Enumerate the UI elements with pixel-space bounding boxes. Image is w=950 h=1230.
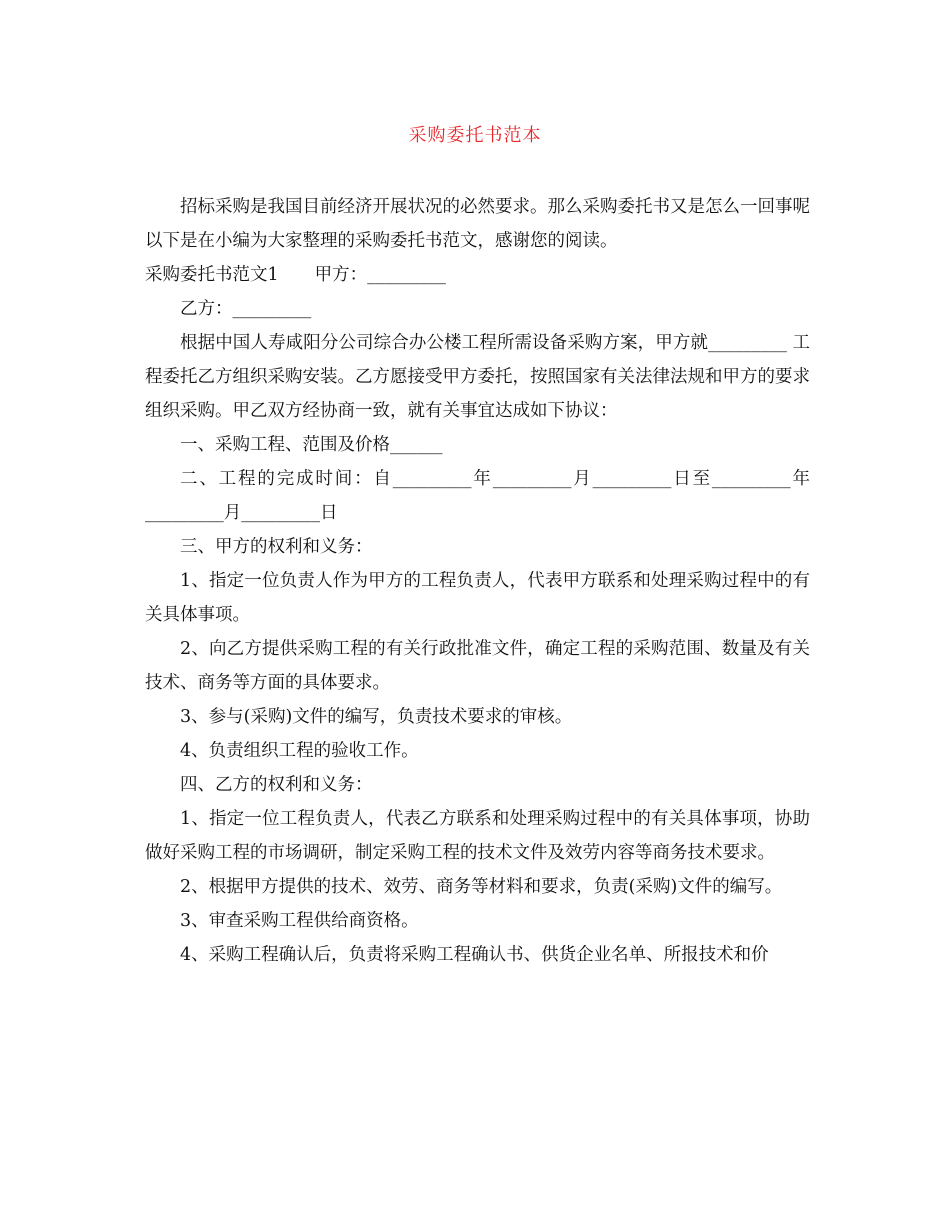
section-3-item-4: 4、负责组织工程的验收工作。 — [180, 741, 419, 761]
section-4-item-1: 1、指定一位工程负责人，代表乙方联系和处理采购过程中的有关具体事项，协助做好采购工程的市场调研，制定采购工程的技术文件及效劳内容等商务技术要求。 — [145, 809, 810, 863]
section-2-heading: 二、工程的完成时间：自_________年_________月_________日至_________年_________月_________日 — [145, 469, 810, 523]
section-3-item-3: 3、参与(采购)文件的编写，负责技术要求的审核。 — [180, 707, 573, 727]
section-3-item-1: 1、指定一位负责人作为甲方的工程负责人，代表甲方联系和处理采购过程中的有关具体事项。 — [145, 571, 810, 625]
section-3-item-2: 2、向乙方提供采购工程的有关行政批准文件，确定工程的采购范围、数量及有关技术、商务等方面的具体要求。 — [145, 639, 810, 693]
document-body — [145, 190, 810, 972]
sample-heading-line — [145, 258, 810, 292]
section-1-heading: 一、采购工程、范围及价格______ — [180, 435, 443, 455]
section-4-item-2: 2、根据甲方提供的技术、效劳、商务等材料和要求，负责(采购)文件的编写。 — [180, 877, 783, 897]
preamble-paragraph: 根据中国人寿咸阳分公司综合办公楼工程所需设备采购方案，甲方就_________ 工程委托乙方组织采购安装。乙方愿接受甲方委托，按照国家有关法律法规和甲方的要求组织采购。甲乙双方经协商一致，就有关事宜达成如下协议： — [145, 333, 810, 421]
section-4-item-4: 4、采购工程确认后，负责将采购工程确认书、供货企业名单、所报技术和价 — [180, 945, 769, 965]
document-title: 采购委托书范本 — [408, 125, 542, 146]
section-4-item-3: 3、审查采购工程供给商资格。 — [180, 911, 419, 931]
sample-heading: 采购委托书范文1 — [145, 265, 279, 285]
section-4-heading: 四、乙方的权利和义务： — [180, 775, 373, 795]
section-3-heading: 三、甲方的权利和义务： — [180, 537, 373, 557]
party-a-line: 甲方：_________ — [314, 265, 446, 285]
party-b-line: 乙方：_________ — [180, 299, 312, 319]
intro-paragraph: 招标采购是我国目前经济开展状况的必然要求。那么采购委托书又是怎么一回事呢以下是在小编为大家整理的采购委托书范文，感谢您的阅读。 — [145, 197, 810, 251]
